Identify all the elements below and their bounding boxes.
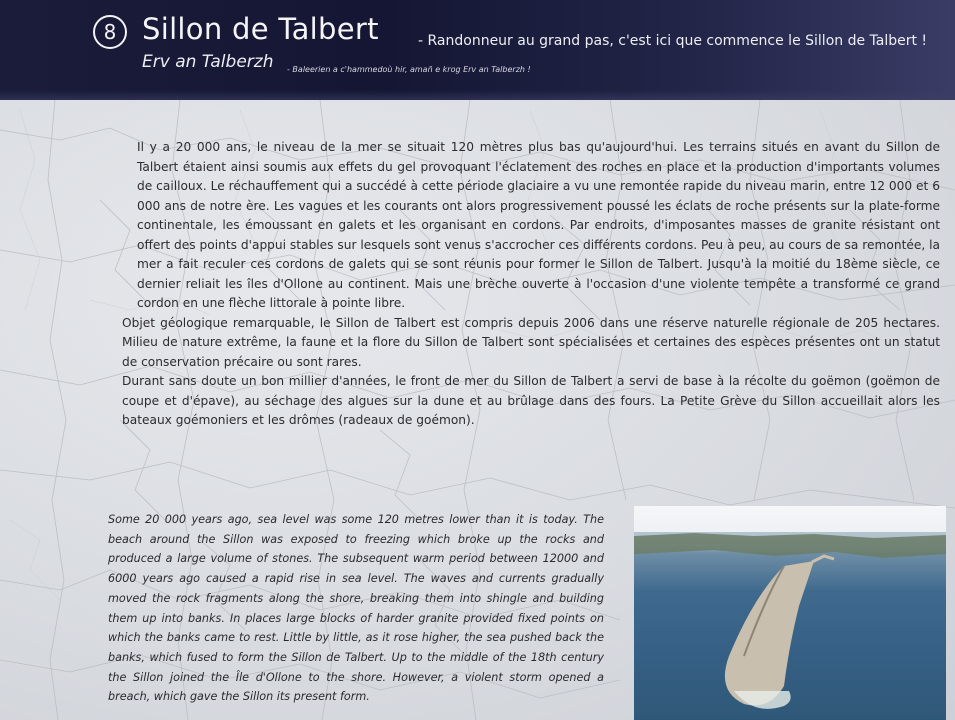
aerial-photo-icon — [634, 506, 946, 720]
panel-title: Sillon de Talbert — [142, 12, 379, 46]
circled-number-icon: 8 — [93, 15, 127, 49]
breton-title: Erv an Talberzh — [142, 52, 274, 72]
english-text-block: Some 20 000 years ago, sea level was some 120 metres lower than it is today. The beach around the Sillon was exposed to freezing which broke up the rocks and produced a large volume of stones. The subsequent warm period between 12000 and 6000 years ago caused a rapid rise in sea level. The waves and currents gradually moved the rock fragments along the shore, breaking them into shingle and building them up into banks. In places large blocks of harder granite provided fixed points on which the banks came to rest. Little by little, as it rose higher, the sea pushed back the banks, which fused to form the Sillon de Talbert. Up to the middle of the 18th century the Sillon joined the Île d'Ollone to the shore. However, a violent storm opened a breach, which gave the Sillon its present form. — [108, 513, 604, 704]
breton-subtitle: - Baleerien a c'hammedoù hir, amañ e krog Erv an Talberzh ! — [287, 65, 531, 74]
title-banner — [0, 0, 955, 100]
french-paragraph-3: Durant sans doute un bon millier d'années, le front de mer du Sillon de Talbert a servi de base à la récolte du goëmon (goëmon de coupe et d'épave), au séchage des algues sur la dune et au brûlage dans des fours. La Petite Grève du Sillon accueillait alors les bateaux goémoniers et les drômes (radeaux de goémon). — [122, 374, 940, 427]
french-paragraph-1: Il y a 20 000 ans, le niveau de la mer se situait 120 mètres plus bas qu'aujourd'hui. Les terrains situés en avant du Sillon de Talbert étaient ainsi soumis aux effets du gel provoquant l'éclatement des roches en place et la production d'importants volumes de cailloux. Le réchauffement qui a succédé à cette période glaciaire a vu une remontée rapide du niveau marin, entre 12 000 et 6 000 ans de notre ère. Les vagues et les courants ont alors progressivement poussé les éclats de roche présents sur la plate-forme continentale, les émoussant en galets et les organisant en cordons. Par endroits, d'imposantes masses de granite résistant ont offert des points d'appui stables sur lesquels sont venus s'accrocher ces différents cordons. Peu à peu, au cours de sa remontée, la mer a fait reculer ces cordons de galets qui se sont réunis pour former le Sillon de Talbert. Jusqu'à la moitié du 18ème siècle, ce dernier reliait les îles d'Ollone au continent. Mais une brèche ouverte à l'occasion d'une violente tempête a transformé ce grand cordon en une flèche littorale à pointe libre. — [137, 140, 940, 310]
panel-subtitle: - Randonneur au grand pas, c'est ici que commence le Sillon de Talbert ! — [418, 33, 928, 49]
french-text-block — [122, 138, 940, 431]
french-paragraph-2: Objet géologique remarquable, le Sillon de Talbert est compris depuis 2006 dans une réserve naturelle régionale de 205 hectares. Milieu de nature extrême, la faune et la flore du Sillon de Talbert sont spécialisées et certaines des espèces présentes ont un statut de conservation précaire ou sont rares. — [122, 315, 940, 369]
